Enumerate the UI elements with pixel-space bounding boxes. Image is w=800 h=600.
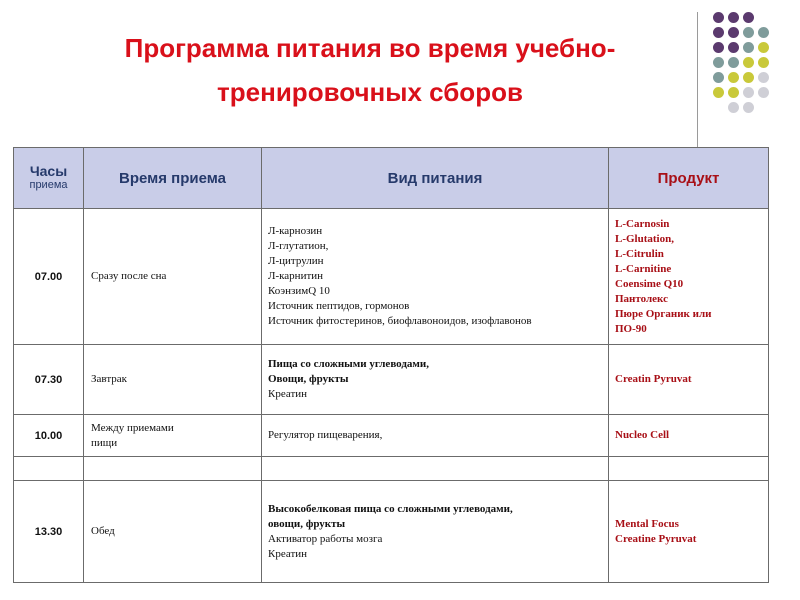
cell-nutrition-type — [262, 457, 609, 481]
cell-nutrition-type-line: Регулятор пищеварения, — [268, 429, 383, 441]
header-time: Время приема — [84, 148, 262, 209]
cell-meal-time-line: Обед — [91, 525, 115, 537]
cell-product-line: Nucleo Cell — [615, 429, 670, 441]
decorative-dot — [758, 87, 769, 98]
cell-hour: 07.30 — [14, 345, 84, 415]
slide-title — [60, 26, 680, 114]
cell-nutrition-type-line: Л-глутатион, — [268, 240, 329, 252]
cell-meal-time — [84, 481, 262, 583]
decorative-dot — [728, 102, 739, 113]
cell-product-line: Creatin Pyruvat — [615, 373, 692, 385]
decorative-dot — [728, 27, 739, 38]
decorative-dot — [713, 72, 724, 83]
cell-product — [609, 209, 769, 345]
cell-meal-time-line: Между приемами — [91, 421, 174, 434]
table-row — [14, 209, 769, 345]
header-product: Продукт — [609, 148, 769, 209]
cell-meal-time-line: Завтрак — [91, 373, 127, 385]
cell-product — [609, 457, 769, 481]
cell-product-line: Mental Focus — [615, 517, 679, 530]
decorative-dot — [743, 42, 754, 53]
decorative-dot — [758, 42, 769, 53]
cell-meal-time — [84, 457, 262, 481]
decorative-dot — [728, 12, 739, 23]
cell-nutrition-type-line: Креатин — [268, 547, 308, 560]
divider-line — [697, 12, 698, 147]
cell-product-line: ПО-90 — [615, 322, 647, 335]
cell-hour — [14, 457, 84, 481]
decorative-dot — [728, 42, 739, 53]
header-hours — [14, 148, 84, 209]
header-hours-label: Часы — [29, 163, 68, 179]
decorative-dot — [728, 87, 739, 98]
cell-product-line: Пантолекс — [615, 292, 669, 305]
cell-nutrition-type-line: Высокобелковая пища со сложными углеводами, — [268, 502, 513, 515]
cell-nutrition-type — [262, 345, 609, 415]
cell-nutrition-type-line: Креатин — [268, 388, 308, 400]
cell-meal-time-line: пищи — [91, 436, 118, 449]
decorative-dot — [713, 87, 724, 98]
table-header-row — [14, 148, 769, 209]
decorative-dot — [743, 87, 754, 98]
decorative-dot — [743, 57, 754, 68]
cell-nutrition-type-line: Активатор работы мозга — [268, 532, 383, 545]
cell-meal-time-line: Сразу после сна — [91, 270, 167, 282]
cell-nutrition-type-line: Источник фитостеринов, биофлавоноидов, изофлавонов — [268, 315, 532, 327]
decorative-dot — [743, 27, 754, 38]
cell-nutrition-type — [262, 415, 609, 457]
decorative-dot — [713, 27, 724, 38]
cell-hour: 07.00 — [14, 209, 84, 345]
cell-hour: 13.30 — [14, 481, 84, 583]
cell-nutrition-type-line: Пища со сложными углеводами, — [268, 358, 430, 370]
decorative-dot — [713, 57, 724, 68]
decorative-dot — [743, 102, 754, 113]
decorative-dot — [758, 27, 769, 38]
cell-nutrition-type — [262, 209, 609, 345]
title-line-1: Программа питания во время учебно- — [124, 33, 616, 63]
cell-product-line: Coensime Q10 — [615, 277, 684, 290]
header-kind: Вид питания — [262, 148, 609, 209]
decorative-dot — [758, 57, 769, 68]
cell-meal-time — [84, 345, 262, 415]
cell-nutrition-type-line: КоэнзимQ 10 — [268, 285, 330, 297]
decorative-dot — [743, 12, 754, 23]
cell-nutrition-type-line: овощи, фрукты — [268, 517, 346, 530]
cell-meal-time — [84, 209, 262, 345]
cell-nutrition-type-line: Овощи, фрукты — [268, 373, 349, 385]
table-row — [14, 415, 769, 457]
cell-nutrition-type-line: Л-карнитин — [268, 270, 324, 282]
cell-product-line: Пюре Органик или — [615, 307, 712, 320]
table-row — [14, 345, 769, 415]
cell-product-line: Creatine Pyruvat — [615, 532, 697, 545]
cell-meal-time — [84, 415, 262, 457]
decorative-dot — [743, 72, 754, 83]
cell-product-line: L-Citrulin — [615, 247, 664, 260]
table-row — [14, 481, 769, 583]
cell-product — [609, 481, 769, 583]
decorative-dot — [728, 72, 739, 83]
table-row — [14, 457, 769, 481]
cell-nutrition-type-line: Источник пептидов, гормонов — [268, 300, 410, 312]
cell-nutrition-type-line: Л-цитрулин — [268, 255, 324, 267]
cell-product-line: L-Carnitine — [615, 262, 672, 275]
cell-hour: 10.00 — [14, 415, 84, 457]
decorative-dot — [758, 72, 769, 83]
decorative-dot — [728, 57, 739, 68]
cell-product-line: L-Carnosin — [615, 217, 670, 230]
cell-product-line: L-Glutation, — [615, 232, 674, 245]
decorative-dot — [713, 12, 724, 23]
header-hours-sub: приема — [29, 179, 68, 191]
title-line-2: тренировочных сборов — [217, 77, 523, 107]
cell-product — [609, 345, 769, 415]
nutrition-table — [13, 147, 769, 583]
decorative-dot — [713, 42, 724, 53]
cell-nutrition-type-line: Л-карнозин — [268, 225, 323, 237]
cell-nutrition-type — [262, 481, 609, 583]
cell-product — [609, 415, 769, 457]
